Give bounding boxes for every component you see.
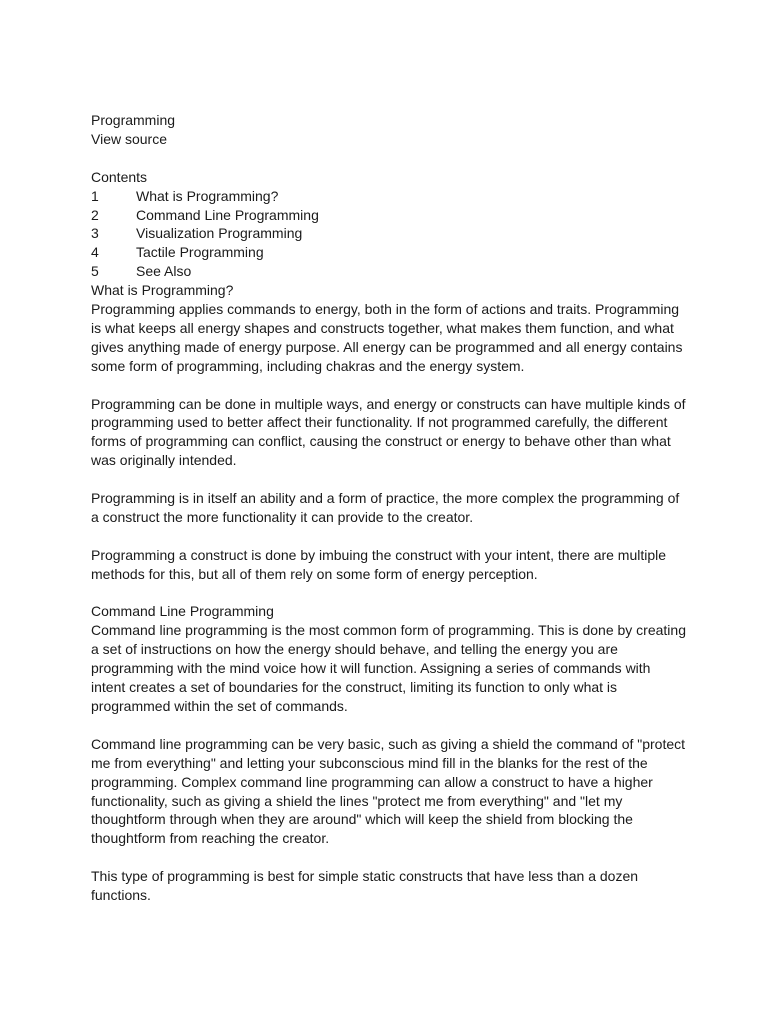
paragraph-line: thoughtform from reaching the creator.	[91, 830, 330, 847]
toc-heading: Contents	[91, 168, 148, 185]
paragraph	[91, 546, 691, 584]
section-heading: What is Programming?	[91, 282, 234, 299]
toc-item[interactable]	[91, 224, 691, 243]
paragraph-line: gives anything made of energy purpose. All energy can be programmed and all energy contains	[91, 338, 683, 355]
paragraph	[91, 867, 691, 905]
toc-item-label[interactable]: See Also	[136, 263, 192, 280]
spacer	[91, 149, 691, 168]
paragraph-line: Programming a construct is done by imbuing the construct with your intent, there are multiple	[91, 546, 667, 563]
paragraph	[91, 489, 691, 527]
paragraph-line: Programming can be done in multiple ways, and energy or constructs can have multiple kinds of	[91, 395, 686, 412]
section-command-line-programming	[91, 602, 691, 904]
paragraph-line: programming with the mind voice how it will function. Assigning a series of commands with	[91, 660, 651, 677]
paragraph-line: programming used to better affect their functionality. If not programmed carefully, the different	[91, 414, 668, 431]
toc-item[interactable]	[91, 262, 691, 281]
toc-item[interactable]	[91, 243, 691, 262]
spacer	[91, 716, 691, 735]
paragraph-line: methods for this, but all of them rely on some form of energy perception.	[91, 565, 538, 582]
document-body	[91, 111, 691, 905]
spacer	[91, 527, 691, 546]
paragraph-line: a construct the more functionality it can provide to the creator.	[91, 508, 474, 525]
table-of-contents	[91, 168, 691, 281]
toc-item-number: 1	[91, 187, 99, 204]
toc-item[interactable]	[91, 206, 691, 225]
spacer	[91, 470, 691, 489]
page-title: Programming	[91, 112, 176, 128]
paragraph-line: Programming is in itself an ability and a form of practice, the more complex the programming of	[91, 490, 680, 507]
paragraph-line: me from everything" and letting your subconscious mind fill in the blanks for the rest of the	[91, 754, 648, 771]
spacer	[91, 584, 691, 603]
paragraph-line: some form of programming, including chakras and the energy system.	[91, 357, 525, 374]
paragraph-line: functions.	[91, 887, 151, 904]
paragraph	[91, 621, 691, 716]
section-what-is-programming	[91, 281, 691, 602]
paragraph-line: was originally intended.	[91, 452, 237, 469]
toc-item-label[interactable]: Command Line Programming	[136, 206, 319, 223]
toc-item-number: 3	[91, 225, 99, 242]
paragraph-line: programming. Complex command line programming can allow a construct to have a higher	[91, 773, 653, 790]
paragraph-line: forms of programming can conflict, causing the construct or energy to behave other than what	[91, 433, 671, 450]
toc-item-number: 5	[91, 263, 99, 280]
toc-item-label[interactable]: What is Programming?	[136, 187, 279, 204]
toc-item[interactable]	[91, 187, 691, 206]
paragraph-line: Command line programming is the most common form of programming. This is done by creating	[91, 622, 686, 639]
paragraph-line: Programming applies commands to energy, both in the form of actions and traits. Programming	[91, 301, 680, 318]
toc-item-label[interactable]: Visualization Programming	[136, 225, 303, 242]
paragraph-line: Command line programming can be very basic, such as giving a shield the command of "protect	[91, 735, 686, 752]
paragraph-line: This type of programming is best for simple static constructs that have less than a dozen	[91, 868, 639, 885]
paragraph-line: intent creates a set of boundaries for the construct, limiting its function to only what is	[91, 679, 618, 696]
paragraph-line: programmed within the set of commands.	[91, 698, 348, 715]
section-heading: Command Line Programming	[91, 603, 274, 620]
paragraph	[91, 395, 691, 471]
paragraph	[91, 300, 691, 376]
view-source-link[interactable]: View source	[91, 130, 168, 147]
spacer	[91, 376, 691, 395]
paragraph-line: thoughtform through when they are around" which will keep the shield from blocking the	[91, 811, 633, 828]
paragraph	[91, 735, 691, 848]
paragraph-line: functionality, such as giving a shield the lines "protect me from everything" and "let my	[91, 792, 623, 809]
spacer	[91, 848, 691, 867]
toc-item-number: 2	[91, 206, 99, 223]
paragraph-line: is what keeps all energy shapes and constructs together, what makes them function, and what	[91, 319, 674, 336]
toc-item-number: 4	[91, 244, 99, 261]
toc-item-label[interactable]: Tactile Programming	[136, 244, 264, 261]
paragraph-line: a set of instructions on how the energy should behave, and telling the energy you are	[91, 641, 618, 658]
